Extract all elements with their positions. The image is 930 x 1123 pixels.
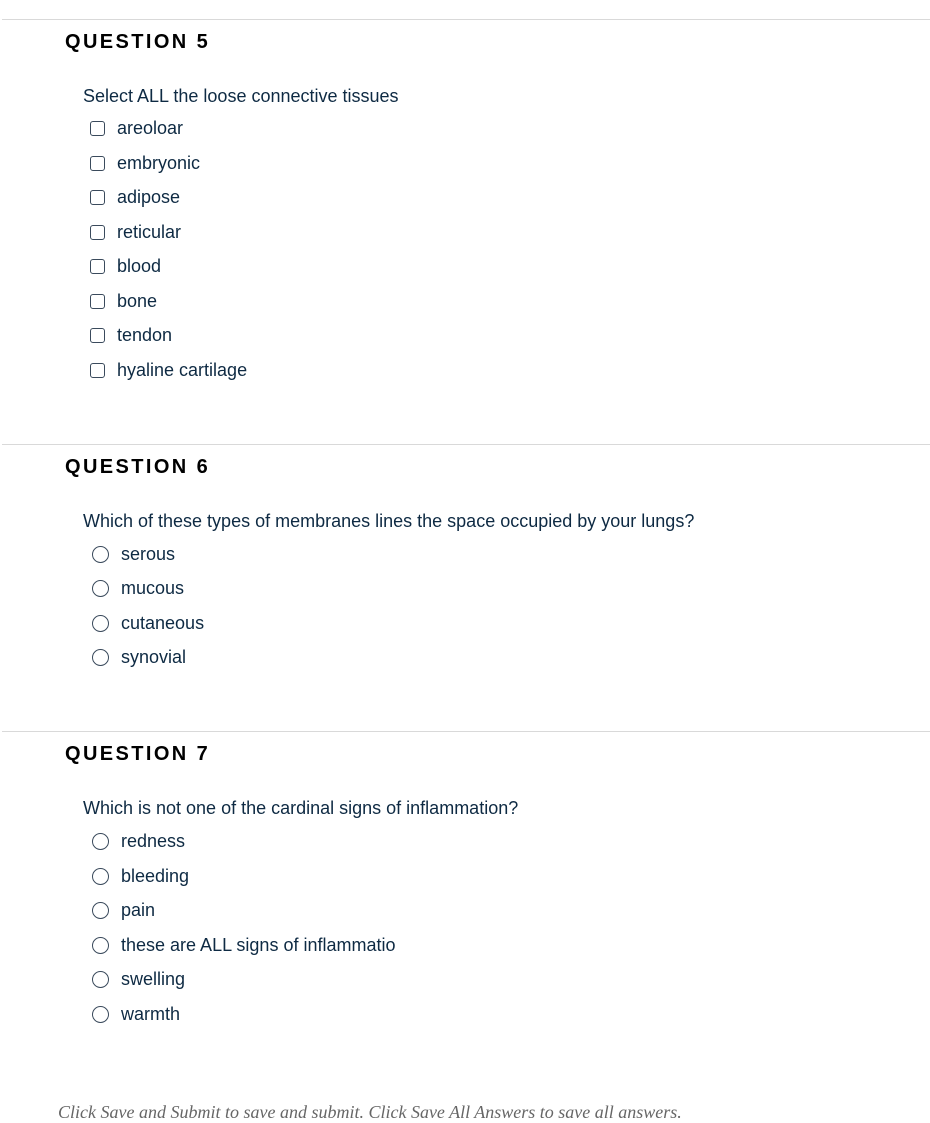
option-label: cutaneous [121,612,205,633]
q5-option-blood[interactable] [90,252,161,280]
q5-option-bone[interactable] [90,287,157,315]
question-7-title: QUESTION 7 [65,743,211,765]
q6-option-synovial[interactable] [90,643,186,671]
q5-option-tendon[interactable] [90,321,172,349]
q5-option-reticular[interactable] [90,218,181,246]
checkbox-icon[interactable] [90,363,105,378]
question-5-title: QUESTION 5 [65,31,211,53]
checkbox-icon[interactable] [90,225,105,240]
question-7-divider [2,731,930,732]
q6-option-serous[interactable] [90,540,175,568]
option-label: embryonic [117,152,201,173]
question-6-divider [2,444,930,445]
option-label: bone [117,290,158,311]
option-label: bleeding [121,865,190,886]
submit-instructions: Click Save and Submit to save and submit. Click Save All Answers to save all answers. [58,1102,682,1122]
radio-icon[interactable] [92,546,109,563]
q6-option-mucous[interactable] [90,574,184,602]
q5-option-hyaline-cartilage[interactable] [90,356,247,384]
checkbox-icon[interactable] [90,190,105,205]
option-label: adipose [117,186,181,207]
q7-option-bleeding[interactable] [90,862,189,890]
q7-option-pain[interactable] [90,896,155,924]
q6-option-cutaneous[interactable] [90,609,204,637]
checkbox-icon[interactable] [90,121,105,136]
checkbox-icon[interactable] [90,294,105,309]
question-5-prompt: Select ALL the loose connective tissues [83,86,399,106]
checkbox-icon[interactable] [90,328,105,343]
q5-option-areoloar[interactable] [90,114,183,142]
question-5-divider [2,19,930,20]
radio-icon[interactable] [92,902,109,919]
radio-icon[interactable] [92,580,109,597]
option-label: warmth [121,1003,181,1024]
question-6-prompt: Which of these types of membranes lines the space occupied by your lungs? [83,511,695,531]
q7-option-all-signs[interactable] [90,931,395,959]
option-label: mucous [121,577,185,598]
option-label: serous [121,543,176,564]
question-7-prompt: Which is not one of the cardinal signs of inflammation? [83,798,519,818]
option-label: blood [117,255,162,276]
radio-icon[interactable] [92,937,109,954]
q5-option-embryonic[interactable] [90,149,200,177]
radio-icon[interactable] [92,868,109,885]
checkbox-icon[interactable] [90,259,105,274]
option-label: these are ALL signs of inflammatio [121,934,396,955]
option-label: areoloar [117,117,184,138]
radio-icon[interactable] [92,649,109,666]
radio-icon[interactable] [92,833,109,850]
checkbox-icon[interactable] [90,156,105,171]
q7-option-swelling[interactable] [90,965,185,993]
option-label: pain [121,899,156,920]
question-6-title: QUESTION 6 [65,456,211,478]
option-label: tendon [117,324,173,345]
q5-option-adipose[interactable] [90,183,180,211]
q7-option-redness[interactable] [90,827,185,855]
option-label: swelling [121,968,186,989]
option-label: hyaline cartilage [117,359,248,380]
option-label: reticular [117,221,182,242]
radio-icon[interactable] [92,1006,109,1023]
option-label: redness [121,830,186,851]
radio-icon[interactable] [92,971,109,988]
q7-option-warmth[interactable] [90,1000,180,1028]
radio-icon[interactable] [92,615,109,632]
option-label: synovial [121,646,187,667]
